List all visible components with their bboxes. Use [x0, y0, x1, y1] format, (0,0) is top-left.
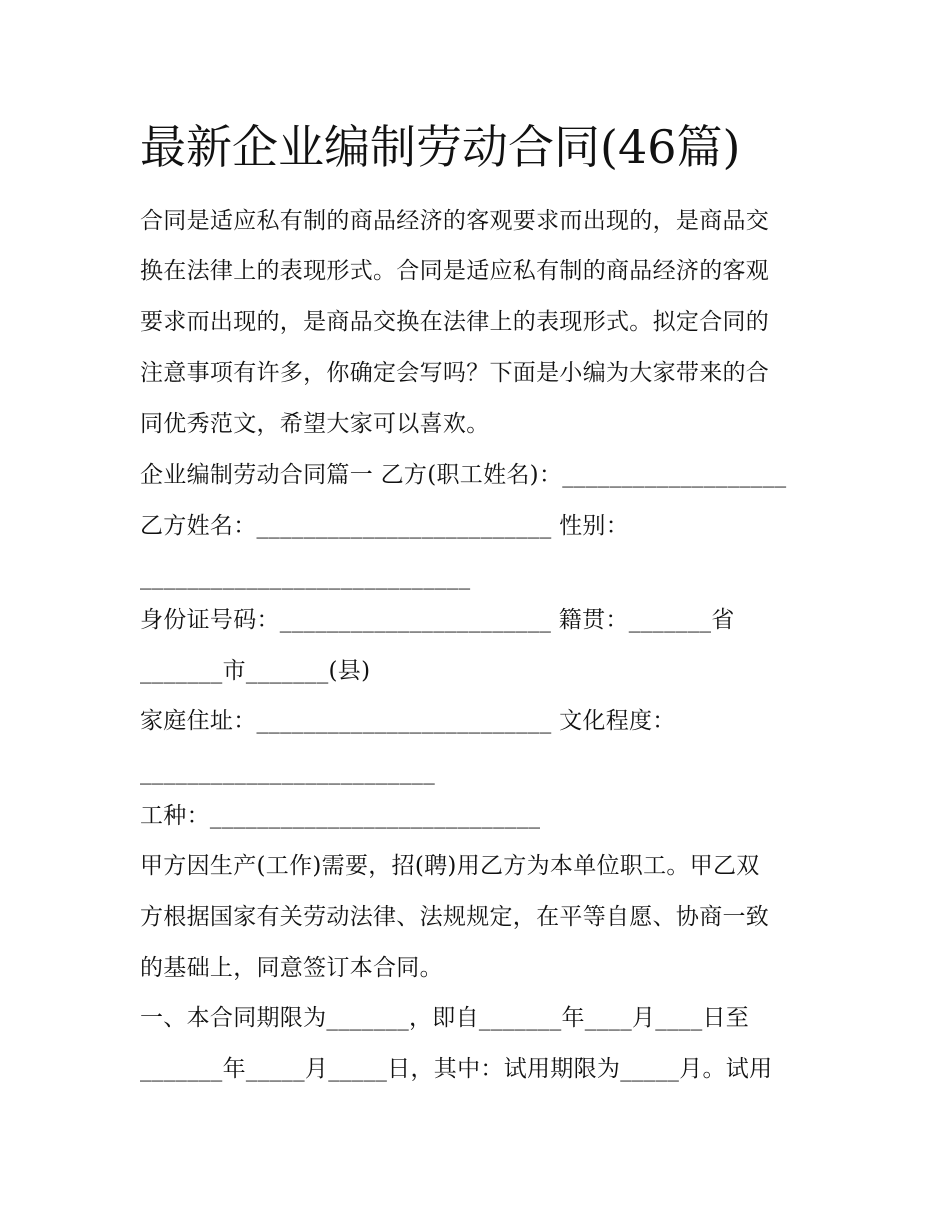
- paragraph-line: 的基础上，同意签订本合同。: [140, 955, 443, 981]
- paragraph-line: 甲方因生产(工作)需要，招(聘)用乙方为本单位职工。甲乙双: [140, 853, 760, 879]
- form-line-address: 家庭住址：_________________________ 文化程度：: [140, 708, 676, 734]
- form-line-id-number: 身份证号码：_______________________ 籍贯：_______省: [140, 607, 735, 633]
- form-line-job-type: 工种：____________________________: [140, 803, 541, 829]
- paragraph-line: 合同是适应私有制的商品经济的客观要求而出现的，是商品交: [140, 208, 770, 234]
- paragraph-line: 换在法律上的表现形式。合同是适应私有制的商品经济的客观: [140, 258, 770, 284]
- form-line-name-gender: 乙方姓名：_________________________ 性别：: [140, 513, 630, 539]
- paragraph-line: 同优秀范文，希望大家可以喜欢。: [140, 411, 490, 437]
- document-title: 最新企业编制劳动合同(46篇): [140, 120, 741, 174]
- paragraph-line: 方根据国家有关劳动法律、法规规定，在平等自愿、协商一致: [140, 904, 770, 930]
- form-line-party-b-name: 企业编制劳动合同篇一 乙方(职工姓名)：___________________: [140, 462, 787, 488]
- paragraph-line: 要求而出现的，是商品交换在法律上的表现形式。拟定合同的: [140, 309, 770, 335]
- paragraph-line: 注意事项有许多，你确定会写吗？下面是小编为大家带来的合: [140, 360, 770, 386]
- clause-line: 一、本合同期限为_______，即自_______年____月____日至: [140, 1005, 750, 1031]
- form-line-city-county: _______市_______(县): [140, 658, 371, 684]
- clause-line: _______年_____月_____日，其中：试用期限为_____月。试用: [140, 1056, 773, 1082]
- form-line-gender-blank: ____________________________: [140, 564, 471, 590]
- form-line-education-blank: _________________________: [140, 759, 435, 785]
